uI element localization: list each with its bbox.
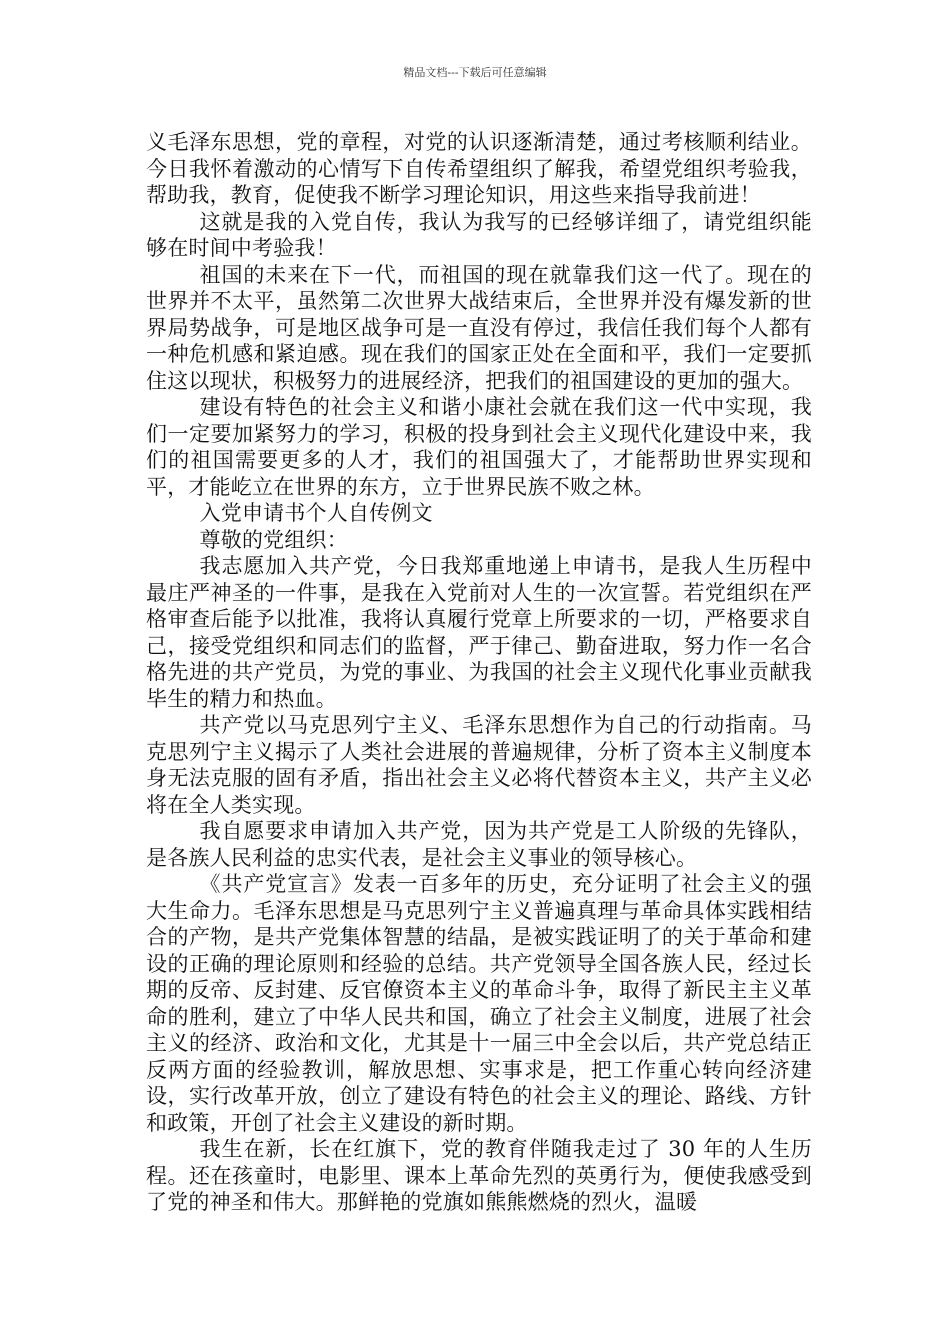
paragraph: 我志愿加入共产党，今日我郑重地递上申请书，是我人生历程中最庄严神圣的一件事，是我在入党前对人生的一次宣誓。若党组织在严格审查后能予以批准，我将认真履行党章上所要求的一切，严格要求自己，接受党组织和同志们的监督，严于律己、勤奋进取，努力作一名合格先进的共产党员，为党的事业、为我国的社会主义现代化事业贡献我毕生的精力和热血。 <box>146 554 812 711</box>
paragraph: 我自愿要求申请加入共产党，因为共产党是工人阶级的先锋队，是各族人民利益的忠实代表，是社会主义事业的领导核心。 <box>146 819 812 870</box>
paragraph: 祖国的未来在下一代，而祖国的现在就靠我们这一代了。现在的世界并不太平，虽然第二次世界大战结束后，全世界并没有爆发新的世界局势战争，可是地区战争可是一直没有停过，我信任我们每个人都有一种危机感和紧迫感。现在我们的国家正处在全面和平，我们一定要抓住这以现状，积极努力的进展经济，把我们的祖国建设的更加的强大。 <box>146 262 812 393</box>
paragraph: 义毛泽东思想，党的章程，对党的认识逐渐清楚，通过考核顺利结业。今日我怀着激动的心情写下自传希望组织了解我，希望党组织考验我，帮助我，教育，促使我不断学习理论知识，用这些来指导我前进！ <box>146 130 812 207</box>
paragraph: 共产党以马克思列宁主义、毛泽东思想作为自己的行动指南。马克思列宁主义揭示了人类社会进展的普遍规律，分析了资本主义制度本身无法克服的固有矛盾，指出社会主义必将代替资本主义，共产主义必将在全人类实现。 <box>146 713 812 817</box>
paragraph: 我生在新，长在红旗下，党的教育伴随我走过了 30 年的人生历程。还在孩童时，电影里、课本上革命先烈的英勇行为，便使我感受到了党的神圣和伟大。那鲜艳的党旗如熊熊燃烧的烈火，温暖 <box>146 1137 812 1214</box>
page-header: 精品文档---下载后可任意编辑 <box>403 66 547 79</box>
paragraph: 《共产党宣言》发表一百多年的历史，充分证明了社会主义的强大生命力。毛泽东思想是马克思列宁主义普遍真理与革命具体实践相结合的产物，是共产党集体智慧的结晶，是被实践证明了的关于革命和建设的正确的理论原则和经验的总结。共产党领导全国各族人民，经过长期的反帝、反封建、反官僚资本主义的革命斗争，取得了新民主主义革命的胜利，建立了中华人民共和国，确立了社会主义制度，进展了社会主义的经济、政治和文化，尤其是十一届三中全会以后，共产党总结正反两方面的经验教训，解放思想、实事求是，把工作重心转向经济建设，实行改革开放，创立了建设有特色的社会主义的理论、路线、方针和政策，开创了社会主义建设的新时期。 <box>146 872 812 1135</box>
document-body <box>146 129 812 1216</box>
paragraph: 建设有特色的社会主义和谐小康社会就在我们这一代中实现，我们一定要加紧努力的学习，积极的投身到社会主义现代化建设中来，我们的祖国需要更多的人才，我们的祖国强大了，才能帮助世界实现和平，才能屹立在世界的东方，立于世界民族不败之林。 <box>146 395 812 499</box>
paragraph: 这就是我的入党自传，我认为我写的已经够详细了，请党组织能够在时间中考验我！ <box>146 209 812 260</box>
section-heading: 入党申请书个人自传例文 <box>199 501 433 525</box>
salutation: 尊敬的党组织： <box>199 527 348 552</box>
